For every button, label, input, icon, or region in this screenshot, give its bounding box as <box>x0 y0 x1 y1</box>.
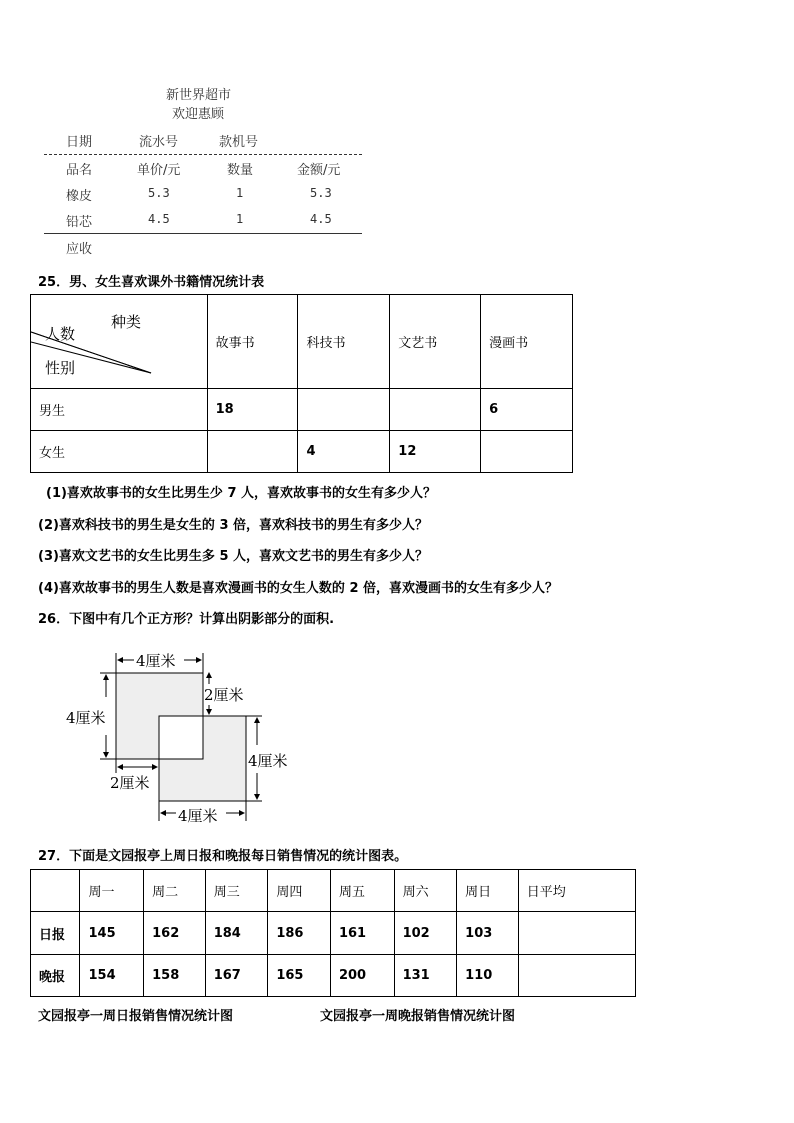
q25-col-header: 文艺书 <box>390 295 481 389</box>
q25-row-label: 女生 <box>31 431 208 473</box>
receipt-item-name: 橡皮 <box>66 189 93 204</box>
q27-cell: 161 <box>330 912 394 955</box>
q27-col-header: 周一 <box>80 870 144 912</box>
q26-label-top: 4厘米 <box>136 652 176 670</box>
q25-title: 25．男、女生喜欢课外书籍情况统计表 <box>38 275 265 290</box>
q27-col-header: 周日 <box>457 870 519 912</box>
receipt-item-price: 4.5 <box>148 212 170 226</box>
q26-title: 26．下图中有几个正方形？计算出阴影部分的面积. <box>38 612 335 627</box>
receipt-item-qty: 1 <box>236 186 244 200</box>
q27-cell: 186 <box>268 912 331 955</box>
q25-cell <box>207 431 298 473</box>
q25-table <box>30 294 573 473</box>
q27-cell: 162 <box>144 912 206 955</box>
receipt-due-label: 应收 <box>66 242 93 257</box>
q26-label-left: 4厘米 <box>66 709 106 727</box>
q25-corner-count: 人数 <box>45 325 76 343</box>
q25-corner-category: 种类 <box>111 313 142 331</box>
q25-question-4: (4)喜欢故事书的男生人数是喜欢漫画书的女生人数的 2 倍，喜欢漫画书的女生有多少人？ <box>38 581 559 596</box>
q27-caption-right: 文园报亭一周晚报销售情况统计图 <box>320 1009 516 1024</box>
q27-row-label: 晚报 <box>31 955 80 997</box>
q25-col-header: 漫画书 <box>481 295 573 389</box>
q25-cell: 12 <box>390 431 481 473</box>
q27-cell: 184 <box>205 912 268 955</box>
q27-cell: 102 <box>394 912 457 955</box>
q27-col-header: 周六 <box>394 870 457 912</box>
q27-cell: 154 <box>80 955 144 997</box>
overlap-square <box>159 716 203 759</box>
table-row <box>31 389 573 431</box>
q25-cell: 6 <box>481 389 573 431</box>
q25-col-header: 故事书 <box>207 295 298 389</box>
q26-label-right-lower: 4厘米 <box>248 752 288 770</box>
q25-question-3: (3)喜欢文艺书的女生比男生多 5 人，喜欢文艺书的男生有多少人？ <box>38 549 429 564</box>
receipt-item-amount: 5.3 <box>310 186 332 200</box>
receipt-item-amount: 4.5 <box>310 212 332 226</box>
receipt-serial-label: 流水号 <box>139 135 179 150</box>
q27-col-header: 日平均 <box>518 870 635 912</box>
q27-col-header: 周三 <box>205 870 268 912</box>
q26-label-right-upper: 2厘米 <box>204 686 244 704</box>
receipt-col-qty: 数量 <box>227 163 254 178</box>
q27-cell <box>518 912 635 955</box>
q27-cell: 110 <box>457 955 519 997</box>
table-row <box>31 912 636 955</box>
q26-figure <box>60 645 320 830</box>
q25-cell: 4 <box>298 431 390 473</box>
q25-cell <box>390 389 481 431</box>
q26-label-bottom: 4厘米 <box>178 807 218 825</box>
q27-cell <box>518 955 635 997</box>
q27-table <box>30 869 636 997</box>
q27-caption-left: 文园报亭一周日报销售情况统计图 <box>38 1009 234 1024</box>
receipt-bottom-line <box>44 233 362 234</box>
q27-cell: 167 <box>205 955 268 997</box>
receipt-date-label: 日期 <box>66 135 93 150</box>
receipt-col-name: 品名 <box>66 163 93 178</box>
receipt-col-amount: 金额/元 <box>297 163 341 178</box>
table-row <box>31 431 573 473</box>
q25-row-label: 男生 <box>31 389 208 431</box>
q27-col-header: 周四 <box>268 870 331 912</box>
q27-cell: 103 <box>457 912 519 955</box>
q25-question-1: (1)喜欢故事书的女生比男生少 7 人，喜欢故事书的女生有多少人？ <box>46 486 437 501</box>
q27-cell: 131 <box>394 955 457 997</box>
q25-cell <box>481 431 573 473</box>
table-row <box>31 870 636 912</box>
q25-col-header: 科技书 <box>298 295 390 389</box>
receipt-col-price: 单价/元 <box>137 163 181 178</box>
q27-title: 27．下面是文园报亭上周日报和晚报每日销售情况的统计图表。 <box>38 849 408 864</box>
q27-cell: 200 <box>330 955 394 997</box>
q27-col-header: 周二 <box>144 870 206 912</box>
q27-row-label: 日报 <box>31 912 80 955</box>
q27-cell: 145 <box>80 912 144 955</box>
q27-cell: 165 <box>268 955 331 997</box>
receipt-item-qty: 1 <box>236 212 244 226</box>
receipt-item-name: 铅芯 <box>66 215 93 230</box>
q26-label-bottom-left: 2厘米 <box>110 774 150 792</box>
receipt-register-label: 款机号 <box>219 135 259 150</box>
q27-col-header: 周五 <box>330 870 394 912</box>
table-row <box>31 955 636 997</box>
q25-question-2: (2)喜欢科技书的男生是女生的 3 倍，喜欢科技书的男生有多少人？ <box>38 518 429 533</box>
q25-corner-cell <box>31 295 208 389</box>
q25-corner-gender: 性别 <box>45 359 76 377</box>
q25-cell <box>298 389 390 431</box>
store-name: 新世界超市 <box>166 88 232 103</box>
welcome-text: 欢迎惠顾 <box>172 107 225 122</box>
q27-cell: 158 <box>144 955 206 997</box>
receipt-divider <box>44 154 362 155</box>
q25-cell: 18 <box>207 389 298 431</box>
q27-corner-cell <box>31 870 80 912</box>
receipt-item-price: 5.3 <box>148 186 170 200</box>
